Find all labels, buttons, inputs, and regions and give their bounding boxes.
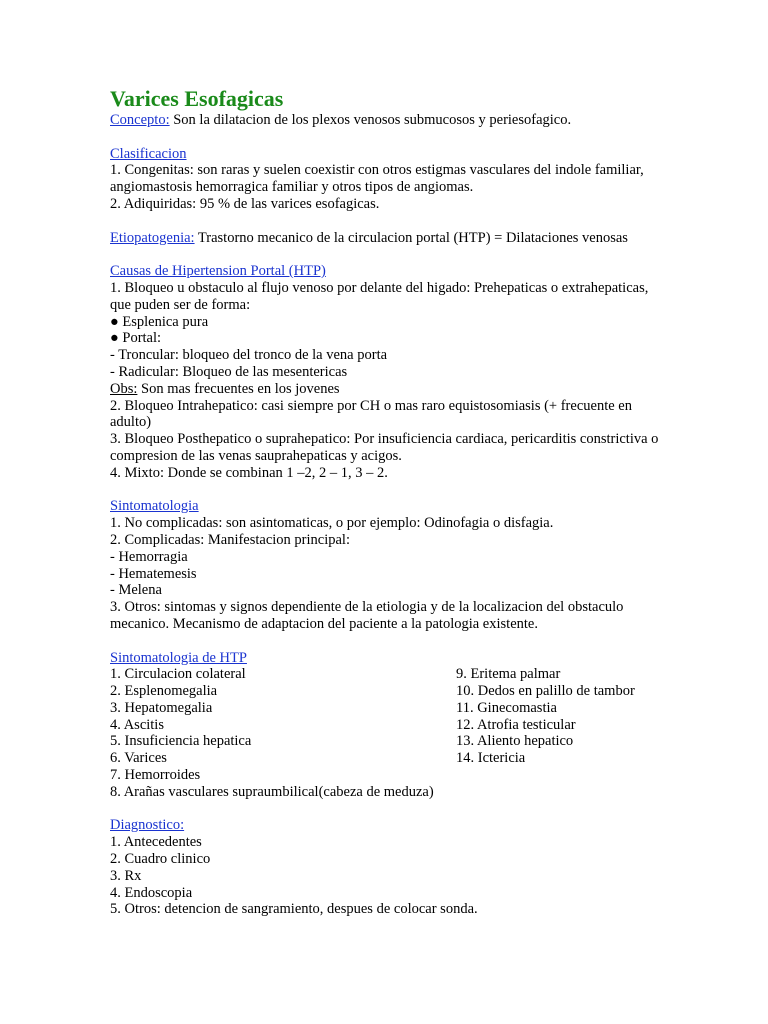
list-item: - Hemorragia — [110, 548, 188, 565]
list-item: 6. Varices — [110, 750, 167, 767]
concepto-paragraph — [110, 112, 670, 129]
obs-label: Obs: — [110, 380, 138, 397]
clasificacion-section — [110, 146, 670, 213]
document-title: Varices Esofagicas — [110, 86, 284, 111]
concepto-text: Son la dilatacion de los plexos venosos submucosos y periesofagico. — [169, 112, 572, 128]
list-item: 1. Circulacion colateral — [110, 666, 246, 683]
list-item: 8. Arañas vasculares supraumbilical(cabeza de meduza) — [110, 783, 434, 800]
list-item: 4. Ascitis — [110, 716, 164, 733]
list-item: 2. Adiquiridas: 95 % de las varices esofagicas. — [110, 195, 380, 212]
list-item: 2. Bloqueo Intrahepatico: casi siempre por CH o mas raro equistosomiasis (+ frecuente en adulto) — [110, 397, 632, 431]
obs-line — [110, 381, 670, 398]
sintomatologia-section — [110, 498, 670, 632]
list-item: 1. Congenitas: son raras y suelen coexistir con otros estigmas vasculares del indole familiar, angiomastosis hemorragica familiar y otros tipos de angiomas. — [110, 162, 644, 196]
list-item: 5. Otros: detencion de sangramiento, despues de colocar sonda. — [110, 901, 478, 918]
list-item: 3. Otros: sintomas y signos dependiente de la etiologia y de la localizacion del obstaculo mecanico. Mecanismo de adaptacion del paciente a la patologia existente. — [110, 599, 624, 632]
htp-right-column — [456, 666, 686, 767]
list-item: 11. Ginecomastia — [456, 699, 557, 716]
list-item: 3. Hepatomegalia — [110, 699, 213, 716]
list-item: - Melena — [110, 582, 162, 599]
list-item: - Troncular: bloqueo del tronco de la vena porta — [110, 347, 388, 364]
document-body — [110, 86, 670, 918]
list-item: 4. Mixto: Donde se combinan 1 –2, 2 – 1, 3 – 2. — [110, 464, 388, 481]
etiopatogenia-link[interactable]: Etiopatogenia: — [110, 229, 195, 246]
sintomatologia-htp-link[interactable]: Sintomatologia de HTP — [110, 649, 247, 666]
causas-link[interactable]: Causas de Hipertension Portal (HTP) — [110, 263, 326, 280]
list-item: 9. Eritema palmar — [456, 666, 561, 683]
obs-text: Son mas frecuentes en los jovenes — [137, 380, 340, 397]
list-item: 12. Atrofia testicular — [456, 716, 576, 733]
list-item: 1. Bloqueo u obstaculo al flujo venoso por delante del higado: Prehepaticas o extrahepaticas, que puden ser de forma: — [110, 279, 649, 313]
causas-section — [110, 263, 670, 481]
diagnostico-section — [110, 817, 670, 918]
list-item: 2. Complicadas: Manifestacion principal: — [110, 531, 350, 548]
list-item: 1. No complicadas: son asintomaticas, o por ejemplo: Odinofagia o disfagia. — [110, 515, 554, 532]
diagnostico-link[interactable]: Diagnostico: — [110, 817, 185, 834]
list-item: 2. Esplenomegalia — [110, 683, 218, 700]
concepto-link[interactable]: Concepto: — [110, 112, 170, 128]
list-item: 1. Antecedentes — [110, 834, 202, 851]
etiopatogenia-section — [110, 230, 670, 247]
list-item: 4. Endoscopia — [110, 884, 193, 901]
list-item: 3. Bloqueo Posthepatico o suprahepatico: Por insuficiencia cardiaca, pericarditis constrictiva o compresion de las venas sauprahepaticas y acigos. — [110, 431, 659, 464]
sintomatologia-htp-section — [110, 650, 670, 801]
etiopatogenia-text: Trastorno mecanico de la circulacion portal (HTP) = Dilataciones venosas — [194, 229, 628, 246]
list-item: 10. Dedos en palillo de tambor — [456, 683, 635, 700]
list-item: - Radicular: Bloqueo de las mesentericas — [110, 363, 348, 380]
list-item: 3. Rx — [110, 867, 142, 884]
list-item: 7. Hemorroides — [110, 767, 201, 784]
list-item: 14. Ictericia — [456, 750, 526, 767]
sintomatologia-link[interactable]: Sintomatologia — [110, 498, 199, 515]
htp-left-column — [110, 666, 455, 800]
list-item: 13. Aliento hepatico — [456, 733, 574, 750]
htp-columns — [110, 666, 670, 800]
list-item: 5. Insuficiencia hepatica — [110, 733, 252, 750]
list-item: ● Esplenica pura — [110, 313, 209, 330]
clasificacion-link[interactable]: Clasificacion — [110, 145, 187, 162]
list-item: 2. Cuadro clinico — [110, 851, 211, 868]
list-item: - Hematemesis — [110, 565, 197, 582]
list-item: ● Portal: — [110, 330, 162, 347]
